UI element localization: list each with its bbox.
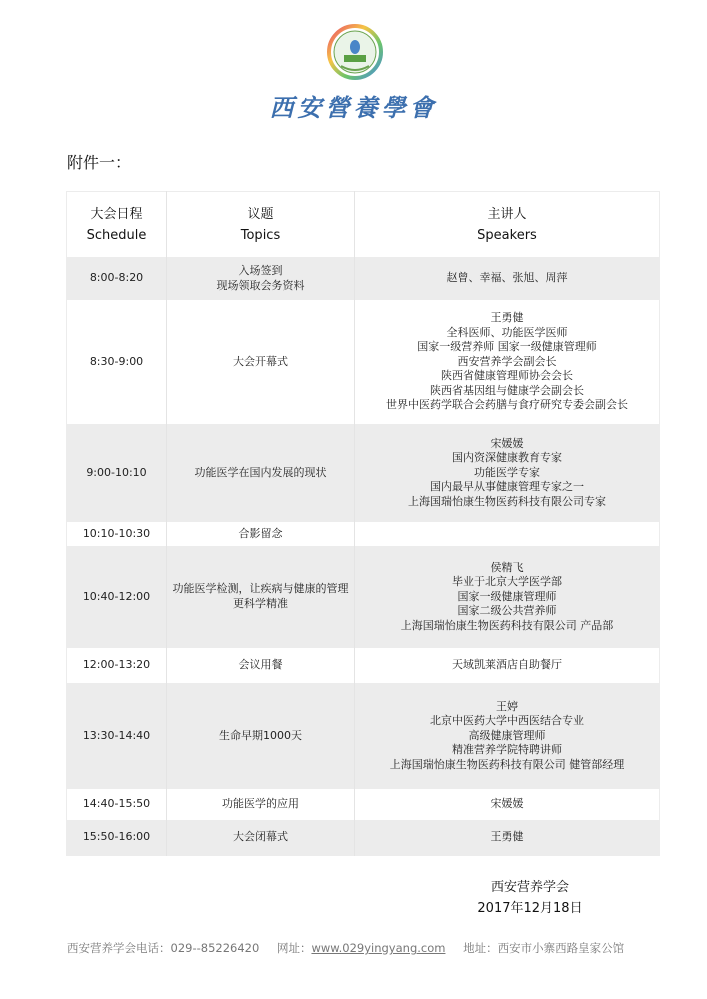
speaker-cell: 赵曾、幸福、张旭、周萍 — [355, 257, 660, 300]
society-logo-icon — [327, 24, 383, 80]
speaker-cell: 宋媛媛 国内资深健康教育专家 功能医学专家 国内最早从事健康管理专家之一 上海国瑞怡康生物医药科技有限公司专家 — [355, 424, 660, 522]
time-cell: 13:30-14:40 — [67, 683, 167, 789]
topic-cell: 功能医学检测，让疾病与健康的管理 更科学精准 — [167, 546, 355, 648]
table-row — [67, 789, 660, 820]
attachment-label: 附件一： — [67, 153, 132, 172]
table-row — [67, 257, 660, 300]
society-name-heading: 西安營養學會 — [269, 93, 438, 122]
footer-website-label: 网址： — [276, 941, 312, 955]
topic-cell: 合影留念 — [167, 522, 355, 546]
time-cell: 10:10-10:30 — [67, 522, 167, 546]
time-cell: 12:00-13:20 — [67, 648, 167, 683]
topic-cell: 会议用餐 — [167, 648, 355, 683]
topic-cell: 生命早期1000天 — [167, 683, 355, 789]
table-row — [67, 546, 660, 648]
topic-cell: 功能医学的应用 — [167, 789, 355, 820]
speakers-column-header: 主讲人 Speakers — [477, 206, 537, 243]
table-row — [67, 648, 660, 683]
footer-address: 地址：西安市小寨西路皇家公馆 — [463, 941, 625, 955]
table-row — [67, 424, 660, 522]
signature-block — [470, 877, 590, 919]
speaker-cell — [355, 522, 660, 546]
table-header-row — [67, 192, 660, 258]
footer-website — [277, 941, 446, 955]
table-row — [67, 820, 660, 855]
page-footer — [67, 940, 638, 956]
topic-cell: 大会闭幕式 — [167, 820, 355, 855]
signature-date: 2017年12月18日 — [477, 901, 583, 916]
topic-cell: 大会开幕式 — [167, 300, 355, 424]
speaker-cell: 王婷 北京中医药大学中西医结合专业 高级健康管理师 精准营养学院特聘讲师 上海国瑞怡康生物医药科技有限公司 健管部经理 — [355, 683, 660, 789]
footer-phone: 西安营养学会电话：029--85226420 — [67, 941, 260, 955]
speaker-cell: 王勇健 全科医师、功能医学医师 国家一级营养师 国家一级健康管理师 西安营养学会副会长 陕西省健康管理师协会会长 陕西省基因组与健康学会副会长 世界中医药学联合会药膳与食疗研究专委会副会长 — [386, 310, 628, 412]
time-cell: 9:00-10:10 — [67, 424, 167, 522]
signature-org: 西安营养学会 — [490, 880, 569, 895]
table-row — [67, 522, 660, 546]
table-row — [67, 683, 660, 789]
schedule-table — [66, 191, 660, 856]
speaker-cell: 天域凯莱酒店自助餐厅 — [452, 658, 562, 672]
time-cell: 8:30-9:00 — [67, 300, 167, 424]
speaker-cell: 侯精飞 毕业于北京大学医学部 国家一级健康管理师 国家二级公共营养师 上海国瑞怡康生物医药科技有限公司 产品部 — [355, 546, 660, 648]
time-cell: 8:00-8:20 — [67, 257, 167, 300]
schedule-column-header: 大会日程 Schedule — [67, 192, 167, 258]
time-cell: 10:40-12:00 — [67, 546, 167, 648]
topics-column-header: 议题 Topics — [167, 192, 355, 258]
time-cell: 14:40-15:50 — [67, 789, 167, 820]
speaker-cell: 宋媛媛 — [490, 797, 524, 811]
time-cell: 15:50-16:00 — [67, 820, 167, 855]
topic-cell: 功能医学在国内发展的现状 — [167, 424, 355, 522]
speaker-cell: 王勇健 — [355, 820, 660, 855]
website-link[interactable]: www.029yingyang.com — [311, 941, 446, 955]
table-row — [67, 300, 660, 424]
topic-cell: 入场签到 现场领取会务资料 — [167, 257, 355, 300]
